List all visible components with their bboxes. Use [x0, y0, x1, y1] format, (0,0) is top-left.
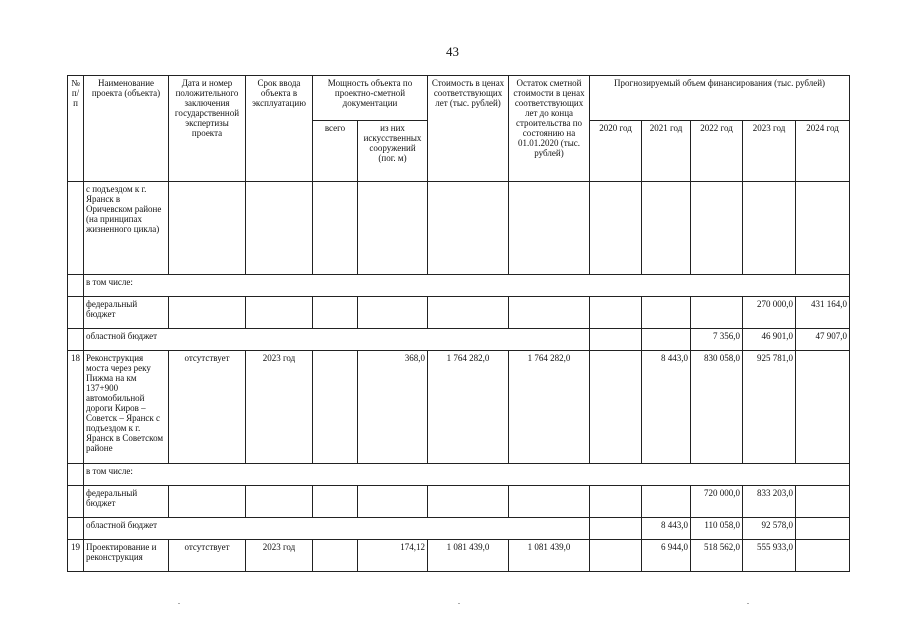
cell-num [68, 275, 84, 297]
cell-2020 [590, 518, 642, 540]
cell-2023: 46 901,0 [743, 329, 796, 351]
cell-2020 [590, 540, 642, 572]
cell-2020 [590, 297, 642, 329]
table-row-project-19 [68, 540, 850, 572]
col-header-year-2021: 2021 год [642, 121, 691, 182]
cell-num [68, 464, 84, 486]
cell-name: с подъездом к г. Яранск в Оричевском районе (на принципах жизненного цикла) [84, 182, 169, 275]
cell-empty [428, 486, 509, 518]
cell-2020 [590, 486, 642, 518]
cell-2024: 47 907,0 [796, 329, 850, 351]
cell-empty [509, 486, 590, 518]
cell-remaining: 1 081 439,0 [509, 540, 590, 572]
cell-num [68, 518, 84, 540]
cell-num [68, 329, 84, 351]
cell-commission: 2023 год [246, 351, 313, 464]
cell-2022: 110 058,0 [691, 518, 743, 540]
cell-2024 [796, 518, 850, 540]
cell-empty [509, 182, 590, 275]
cell-empty [246, 182, 313, 275]
cell-2023: 833 203,0 [743, 486, 796, 518]
cell-2024: 431 164,0 [796, 297, 850, 329]
cell-2023: 555 933,0 [743, 540, 796, 572]
table-row-regional [68, 518, 850, 540]
scan-speck [458, 603, 460, 604]
cell-empty [743, 182, 796, 275]
cell-2020 [590, 329, 642, 351]
cell-empty [313, 297, 358, 329]
col-header-num: № п/п [68, 76, 84, 182]
cell-expertise: отсутствует [169, 540, 246, 572]
cell-num [68, 297, 84, 329]
cell-empty [428, 297, 509, 329]
cell-empty [428, 182, 509, 275]
cell-capacity-total [313, 351, 358, 464]
col-header-year-2022: 2022 год [691, 121, 743, 182]
cell-including-label: в том числе: [84, 275, 850, 297]
col-header-remaining: Остаток сметной стоимости в ценах соответствующих лет до конца строительства по состоянию на 01.01.2020 (тыс. рублей) [509, 76, 590, 182]
page-number: 43 [446, 44, 459, 59]
cell-2021: 8 443,0 [642, 351, 691, 464]
cell-2022: 518 562,0 [691, 540, 743, 572]
cell-2023: 925 781,0 [743, 351, 796, 464]
cell-2022: 7 356,0 [691, 329, 743, 351]
cell-num: 18 [68, 351, 84, 464]
cell-empty [358, 297, 428, 329]
cell-empty [246, 297, 313, 329]
cell-remaining: 1 764 282,0 [509, 351, 590, 464]
cell-num: 19 [68, 540, 84, 572]
header-row-1 [68, 76, 850, 121]
cell-num [68, 486, 84, 518]
col-header-forecast: Прогнозируемый объем финансирования (тыс. рублей) [590, 76, 850, 121]
cell-name: областной бюджет [84, 329, 590, 351]
cell-name: областной бюджет [84, 518, 590, 540]
col-header-cost: Стоимость в ценах соответствующих лет (тыс. рублей) [428, 76, 509, 182]
cell-2021: 8 443,0 [642, 518, 691, 540]
col-header-commission: Срок ввода объекта в эксплуатацию [246, 76, 313, 182]
cell-empty [169, 182, 246, 275]
cell-expertise: отсутствует [169, 351, 246, 464]
table-row-including [68, 275, 850, 297]
cell-2021: 6 944,0 [642, 540, 691, 572]
cell-num [68, 182, 84, 275]
cell-name: федеральный бюджет [84, 297, 169, 329]
cell-2022: 830 058,0 [691, 351, 743, 464]
cell-empty [358, 182, 428, 275]
scan-speck [747, 603, 749, 604]
col-header-name: Наименование проекта (объекта) [84, 76, 169, 182]
table-row-federal [68, 486, 850, 518]
col-header-capacity-structures: из них искусственных сооружений (пог. м) [358, 121, 428, 182]
cell-2020 [590, 351, 642, 464]
cell-empty [642, 182, 691, 275]
cell-name: Реконструкция моста через реку Пижма на км 137+900 автомобильной дороги Киров – Советск – Яранск с подъездом к г. Яранск в Советском районе [84, 351, 169, 464]
cell-empty [313, 486, 358, 518]
financing-table [67, 75, 850, 572]
cell-2024 [796, 351, 850, 464]
cell-name: Проектирование и реконструкция [84, 540, 169, 572]
cell-capacity-structures: 174,12 [358, 540, 428, 572]
cell-empty [691, 182, 743, 275]
cell-2021 [642, 486, 691, 518]
cell-commission: 2023 год [246, 540, 313, 572]
cell-2024 [796, 540, 850, 572]
cell-2024 [796, 486, 850, 518]
cell-2023: 92 578,0 [743, 518, 796, 540]
cell-empty [509, 297, 590, 329]
scan-speck [178, 603, 180, 604]
table-row-regional [68, 329, 850, 351]
cell-2023: 270 000,0 [743, 297, 796, 329]
table-row-project-18 [68, 351, 850, 464]
cell-empty [169, 297, 246, 329]
col-header-year-2024: 2024 год [796, 121, 850, 182]
cell-capacity-total [313, 540, 358, 572]
cell-2021 [642, 297, 691, 329]
col-header-year-2020: 2020 год [590, 121, 642, 182]
col-header-capacity: Мощность объекта по проектно-сметной документации [313, 76, 428, 121]
cell-empty [590, 182, 642, 275]
cell-cost: 1 764 282,0 [428, 351, 509, 464]
cell-2021 [642, 329, 691, 351]
cell-name: федеральный бюджет [84, 486, 169, 518]
col-header-capacity-total: всего [313, 121, 358, 182]
cell-2022 [691, 297, 743, 329]
cell-capacity-structures: 368,0 [358, 351, 428, 464]
cell-including-label: в том числе: [84, 464, 850, 486]
col-header-year-2023: 2023 год [743, 121, 796, 182]
cell-cost: 1 081 439,0 [428, 540, 509, 572]
table-row-including [68, 464, 850, 486]
table-row-continuation [68, 182, 850, 275]
cell-empty [169, 486, 246, 518]
cell-empty [313, 182, 358, 275]
cell-empty [358, 486, 428, 518]
cell-2022: 720 000,0 [691, 486, 743, 518]
table-row-federal [68, 297, 850, 329]
col-header-expertise: Дата и номер положительного заключения государственной экспертизы проекта [169, 76, 246, 182]
cell-empty [246, 486, 313, 518]
cell-empty [796, 182, 850, 275]
